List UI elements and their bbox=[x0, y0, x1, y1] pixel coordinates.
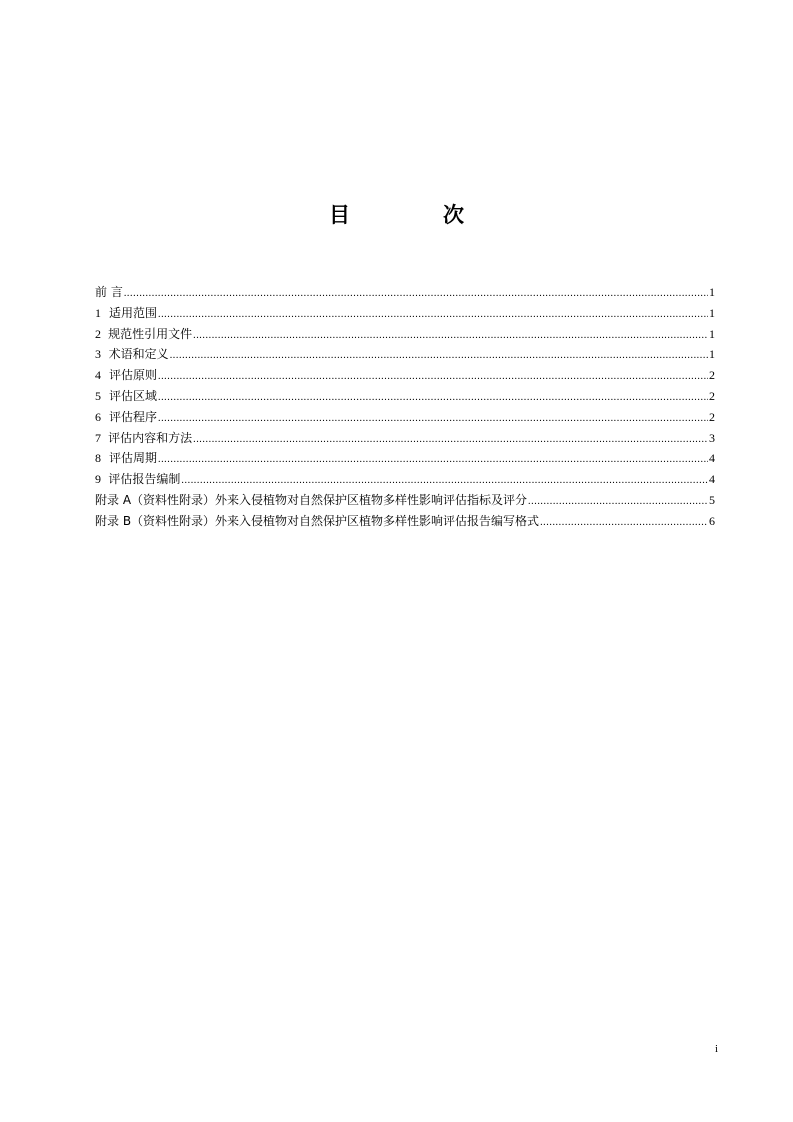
toc-entry-preface[interactable] bbox=[95, 282, 715, 303]
toc-entry-label: 附录 B（资料性附录）外来入侵植物对自然保护区植物多样性影响评估报告编写格式 bbox=[95, 513, 540, 528]
toc-entry-page: 2 bbox=[709, 388, 715, 403]
toc-entry-number: 5 bbox=[95, 388, 101, 403]
toc-entry-label: 评估原则 bbox=[108, 368, 157, 383]
toc-entry-number: 3 bbox=[95, 347, 101, 362]
page-number: i bbox=[714, 1043, 718, 1055]
toc-entry-label: 附录 A（资料性附录）外来入侵植物对自然保护区植物多样性影响评估指标及评分 bbox=[95, 492, 528, 507]
toc-dot-leader bbox=[158, 409, 708, 430]
toc-entry-1[interactable] bbox=[95, 303, 715, 324]
toc-entry-4[interactable] bbox=[95, 365, 715, 386]
toc-entry-page: 1 bbox=[709, 326, 715, 341]
toc-entry-page: 2 bbox=[709, 368, 715, 383]
toc-dot-leader bbox=[124, 284, 708, 305]
toc-entry-5[interactable] bbox=[95, 386, 715, 407]
toc-entry-number: 2 bbox=[95, 326, 101, 341]
toc-entry-page: 1 bbox=[709, 285, 715, 299]
toc-dot-leader bbox=[528, 492, 708, 513]
toc-entry-page: 1 bbox=[709, 305, 715, 320]
toc-entry-2[interactable] bbox=[95, 324, 715, 345]
toc-entry-9[interactable] bbox=[95, 469, 715, 490]
toc-entry-label: 评估区域 bbox=[108, 388, 157, 403]
toc-entry-appendix-a[interactable] bbox=[95, 490, 715, 511]
toc-entry-number: 7 bbox=[95, 430, 101, 445]
toc-entry-6[interactable] bbox=[95, 407, 715, 428]
toc-entry-page: 6 bbox=[709, 513, 715, 528]
toc-entry-label: 评估程序 bbox=[108, 409, 157, 424]
toc-dot-leader bbox=[540, 513, 708, 534]
page-title: 目 次 bbox=[329, 203, 500, 227]
toc-entry-page: 1 bbox=[709, 347, 715, 362]
toc-entry-label: 适用范围 bbox=[108, 305, 157, 320]
toc-entry-7[interactable] bbox=[95, 428, 715, 449]
toc-entry-number: 9 bbox=[95, 472, 101, 487]
toc-dot-leader bbox=[193, 326, 708, 347]
toc-entry-3[interactable] bbox=[95, 344, 715, 365]
toc-entry-number: 1 bbox=[95, 305, 101, 320]
toc-dot-leader bbox=[181, 471, 708, 492]
toc-dot-leader bbox=[193, 430, 708, 451]
toc-dot-leader bbox=[158, 388, 708, 409]
toc-entry-number: 8 bbox=[95, 451, 101, 466]
toc-entry-page: 4 bbox=[709, 472, 715, 487]
toc-entry-page: 5 bbox=[709, 492, 715, 507]
table-of-contents bbox=[95, 282, 715, 532]
toc-entry-label: 术语和定义 bbox=[108, 347, 169, 362]
toc-entry-appendix-b[interactable] bbox=[95, 511, 715, 532]
toc-entry-label: 规范性引用文件 bbox=[108, 326, 193, 341]
toc-dot-leader bbox=[158, 367, 708, 388]
toc-dot-leader bbox=[158, 450, 708, 471]
toc-entry-number: 4 bbox=[95, 368, 101, 383]
toc-entry-page: 3 bbox=[709, 430, 715, 445]
toc-entry-8[interactable] bbox=[95, 448, 715, 469]
toc-entry-label: 评估周期 bbox=[108, 451, 157, 466]
toc-dot-leader bbox=[158, 305, 708, 326]
toc-entry-label: 评估内容和方法 bbox=[108, 430, 193, 445]
toc-entry-number: 6 bbox=[95, 409, 101, 424]
toc-entry-page: 4 bbox=[709, 451, 715, 466]
toc-entry-label: 评估报告编制 bbox=[108, 472, 181, 487]
toc-dot-leader bbox=[170, 346, 708, 367]
toc-entry-label: 前 言 bbox=[95, 285, 123, 299]
toc-entry-page: 2 bbox=[709, 409, 715, 424]
